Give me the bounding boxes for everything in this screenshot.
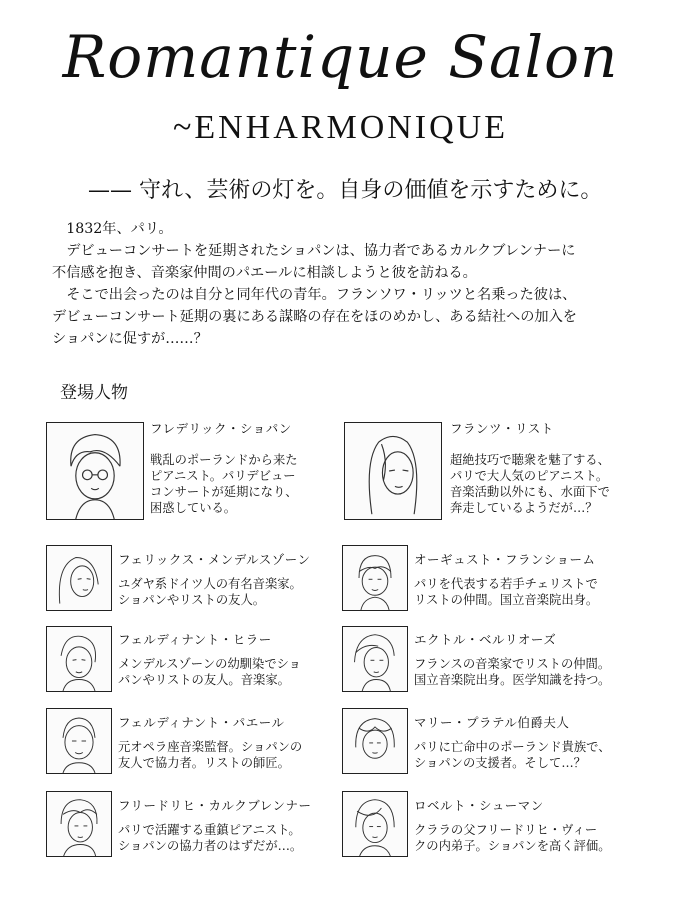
synopsis-line: 不信感を抱き、音楽家仲間のパエールに相談しようと彼を訪ねる。 [52,265,477,281]
hiller-portrait [46,626,112,692]
section-title: 登場人物 [60,383,128,403]
character-name: ロベルト・シューマン [414,798,544,813]
character-description: パリに亡命中のポーランド貴族で、 ショパンの支援者。そして…？ [414,740,611,770]
character-description: メンデルスゾーンの幼馴染でショ パンやリストの友人。音楽家。 [118,657,301,687]
synopsis-line: デビューコンサート延期の裏にある謀略の存在をほのめかし、ある結社への加入を [52,309,577,325]
schumann-portrait [342,791,408,857]
chopin-portrait [46,422,144,520]
liszt-portrait [344,422,442,520]
paer-portrait [46,708,112,774]
kalkbrenner-portrait [46,791,112,857]
character-description: 超絶技巧で聴衆を魅了する、 パリで大人気のピアニスト。 音楽活動以外にも、水面下で 奔走しているようだが…？ [450,453,610,515]
character-description: クララの父フリードリヒ・ヴィー クの内弟子。ショパンを高く評価。 [414,823,611,853]
character-name: フェルディナント・ヒラー [118,632,272,647]
franchomme-portrait [342,545,408,611]
character-name: エクトル・ベルリオーズ [414,632,557,647]
character-name: フリードリヒ・カルクブレンナー [118,798,312,813]
character-name: フェリックス・メンデルスゾーン [118,552,311,567]
character-name: オーギュスト・フランショーム [414,552,596,567]
synopsis-line: そこで出会ったのは自分と同年代の青年。フランソワ・リッツと名乗った彼は、 [52,287,577,303]
page-title: Romantique Salon [62,23,619,91]
synopsis-line: ショパンに促すが……？ [52,331,208,347]
character-description: パリを代表する若手チェリストで リストの仲間。国立音楽院出身。 [414,577,599,607]
character-description: パリで活躍する重鎮ピアニスト。 ショパンの協力者のはずだが…。 [118,823,303,853]
synopsis [52,218,642,350]
character-name: フレデリック・ショパン [150,421,292,436]
synopsis-line: デビューコンサートを延期されたショパンは、協力者であるカルクブレンナーに [52,243,576,259]
character-name: フェルディナント・パエール [118,715,285,730]
synopsis-line: 1832年、パリ。 [52,221,173,237]
character-description: 戦乱のポーランドから来た ピアニスト。パリデビュー コンサートが延期になり、 困惑している。 [150,453,298,515]
character-description: フランスの音楽家でリストの仲間。 国立音楽院出身。医学知識を持つ。 [414,657,611,687]
plater-portrait [342,708,408,774]
character-description: ユダヤ系ドイツ人の有名音楽家。 ショパンやリストの友人。 [118,577,302,607]
character-description: 元オペラ座音楽監督。ショパンの 友人で協力者。リストの師匠。 [118,740,303,770]
character-name: マリー・プラテル伯爵夫人 [414,715,570,730]
mendelssohn-portrait [46,545,112,611]
berlioz-portrait [342,626,408,692]
page-subtitle: ~ENHARMONIQUE [172,109,509,146]
tagline: —— 守れ、芸術の灯を。自身の価値を示すために。 [88,178,603,203]
character-name: フランツ・リスト [450,421,554,436]
